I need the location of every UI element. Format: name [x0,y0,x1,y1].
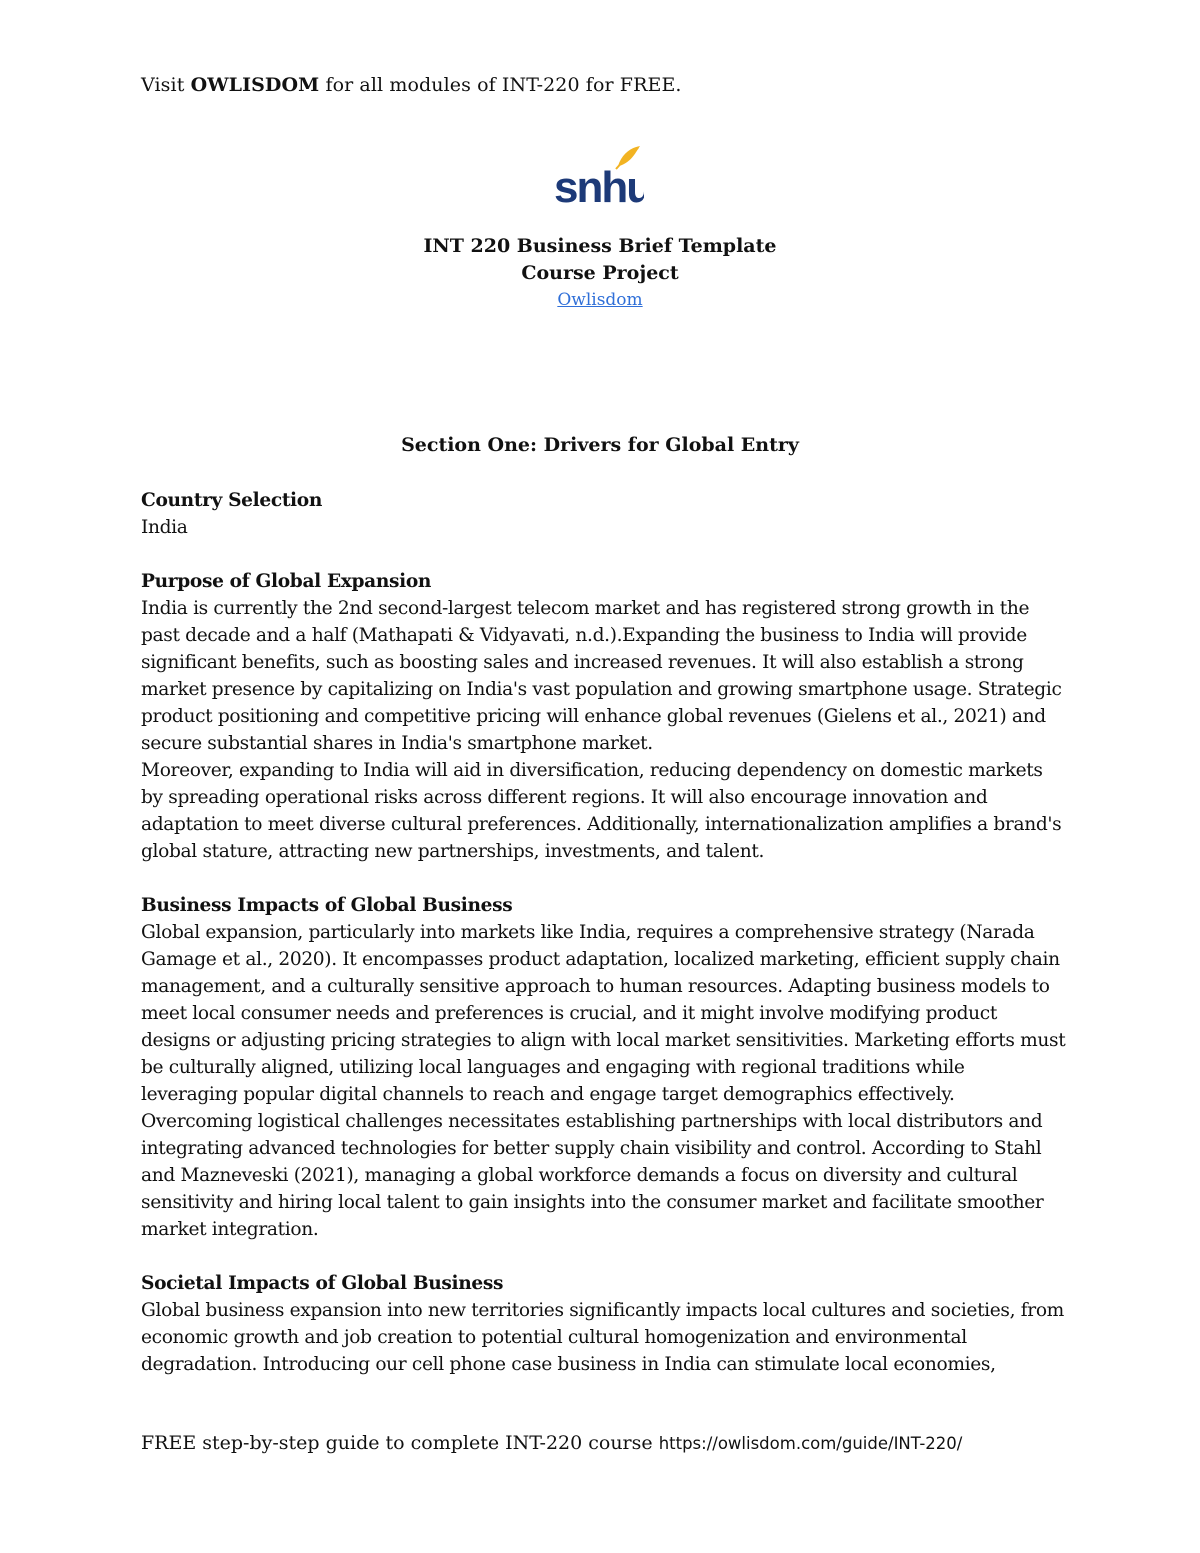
logo-text: snhu [554,163,644,206]
footer-text: FREE step-by-step guide to complete INT-220 course [141,1432,653,1454]
promo-suffix: for all modules of INT-220 for FREE. [325,74,682,96]
business-impacts-paragraph-2: Overcoming logistical challenges necessitates establishing partnerships with local distributors and integrating advanced technologies for better supply chain visibility and control. According to Stahl and Mazneveski (2021), managing a global workforce demands a focus on diversity and cultural sensitivity and hiring local talent to gain insights into the consumer market and facilitate smoother market integration. [141,1111,1044,1240]
promo-brand: OWLISDOM [190,74,320,96]
course-project-title: Course Project [521,262,679,284]
business-impacts-heading: Business Impacts of Global Business [141,895,513,916]
purpose-section [141,568,1066,865]
title-block [0,233,1200,313]
purpose-paragraph-1: India is currently the 2nd second-largest telecom market and has registered strong growth in the past decade and a half (Mathapati & Vidyavati, n.d.).Expanding the business to India will provide significant benefits, such as boosting sales and increased revenues. It will also establish a strong market presence by capitalizing on India's vast population and growing smartphone usage. Strategic product positioning and competitive pricing will enhance global revenues (Gielens et al., 2021) and secure substantial shares in India's smartphone market. [141,598,1062,754]
business-impacts-paragraph-1: Global expansion, particularly into markets like India, requires a comprehensive strategy (Narada Gamage et al., 2020). It encompasses product adaptation, localized marketing, efficient supply chain management, and a culturally sensitive approach to human resources. Adapting business models to meet local consumer needs and preferences is crucial, and it might involve modifying product designs or adjusting pricing strategies to align with local market sensitivities. Marketing efforts must be culturally aligned, utilizing local languages and engaging with regional traditions while leveraging popular digital channels to reach and engage target demographics effectively. [141,922,1066,1105]
owlisdom-link[interactable]: Owlisdom [557,290,643,310]
country-selection-body: India [141,517,188,538]
promo-prefix: Visit [141,74,185,96]
societal-impacts-paragraph-1: Global business expansion into new territories significantly impacts local cultures and societies, from economic growth and job creation to potential cultural homogenization and environmental degradation. Introducing our cell phone case business in India can stimulate local economies, [141,1300,1064,1375]
footer-url-link[interactable]: https://owlisdom.com/guide/INT-220/ [658,1434,963,1453]
societal-impacts-heading: Societal Impacts of Global Business [141,1273,504,1294]
promo-header [141,74,682,96]
snhu-logo-graphic [552,144,644,206]
country-selection-heading: Country Selection [141,490,322,511]
section-title: Section One: Drivers for Global Entry [401,434,799,456]
country-selection-section [141,487,1066,541]
business-impacts-section [141,892,1066,1243]
snhu-logo [552,144,644,206]
promo-footer [141,1432,962,1454]
purpose-paragraph-2: Moreover, expanding to India will aid in diversification, reducing dependency on domestic markets by spreading operational risks across different regions. It will also encourage innovation and adaptation to meet diverse cultural preferences. Additionally, internationalization amplifies a brand's global stature, attracting new partnerships, investments, and talent. [141,760,1062,862]
document-body [141,487,1066,1405]
purpose-heading: Purpose of Global Expansion [141,571,432,592]
template-title: INT 220 Business Brief Template [423,235,777,257]
societal-impacts-section [141,1270,1066,1378]
